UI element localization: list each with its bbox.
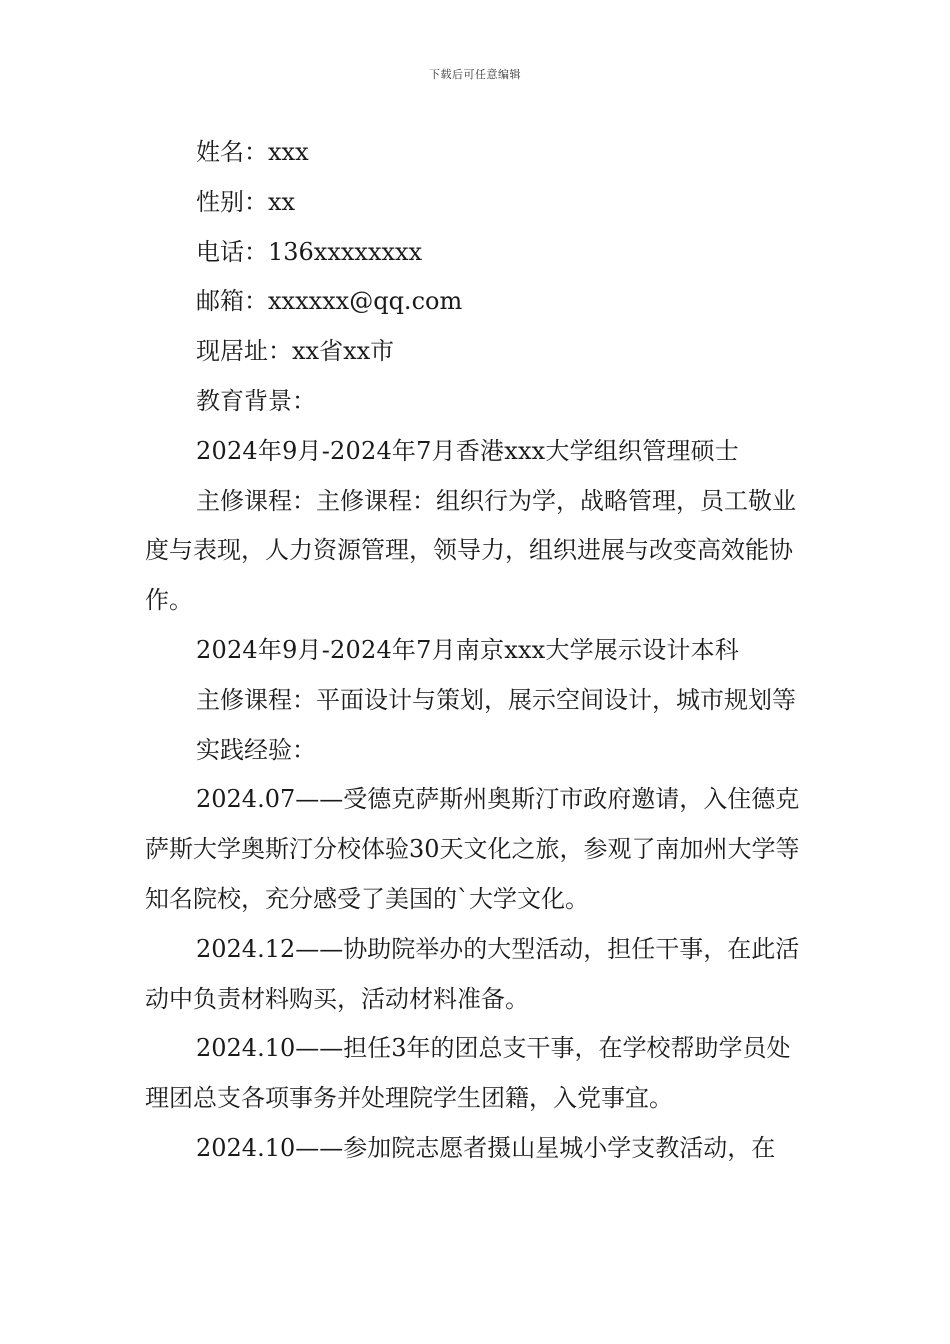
page-header-note: 下载后可任意编辑 [429,68,521,81]
education-courses: 主修课程：平面设计与策划，展示空间设计，城市规划等 [196,685,796,714]
name-line: 姓名：xxx [196,138,309,166]
education-courses: 主修课程：主修课程：组织行为学，战略管理，员工敬业度与表现，人力资源管理，领导力，组织进展与改变高效能协作。 [145,486,796,615]
education-period: 2024年9月-2024年7月南京xxx大学展示设计本科 [196,635,740,664]
education-period: 2024年9月-2024年7月香港xxx大学组织管理硕士 [196,436,740,465]
practice-heading: 实践经验： [196,735,316,764]
education-heading: 教育背景： [196,386,316,415]
practice-item: 2024.12——协助院举办的大型活动，担任干事，在此活动中负责材料购买，活动材料准备。 [145,934,800,1013]
practice-item: 2024.07——受德克萨斯州奥斯汀市政府邀请，入住德克萨斯大学奥斯汀分校体验30天文化之旅，参观了南加州大学等知名院校，充分感受了美国的`大学文化。 [145,785,800,913]
resume-document [145,128,807,1174]
email-line: 邮箱：xxxxxx@qq.com [196,287,463,316]
practice-item: 2024.10——参加院志愿者摄山星城小学支教活动，在 [196,1133,776,1162]
practice-item: 2024.10——担任3年的团总支干事，在学校帮助学员处理团总支各项事务并处理院学生团籍，入党事宜。 [145,1034,791,1113]
phone-line: 电话：136xxxxxxxx [196,237,423,266]
address-line: 现居址：xx省xx市 [196,337,395,366]
gender-line: 性别：xx [196,187,296,216]
